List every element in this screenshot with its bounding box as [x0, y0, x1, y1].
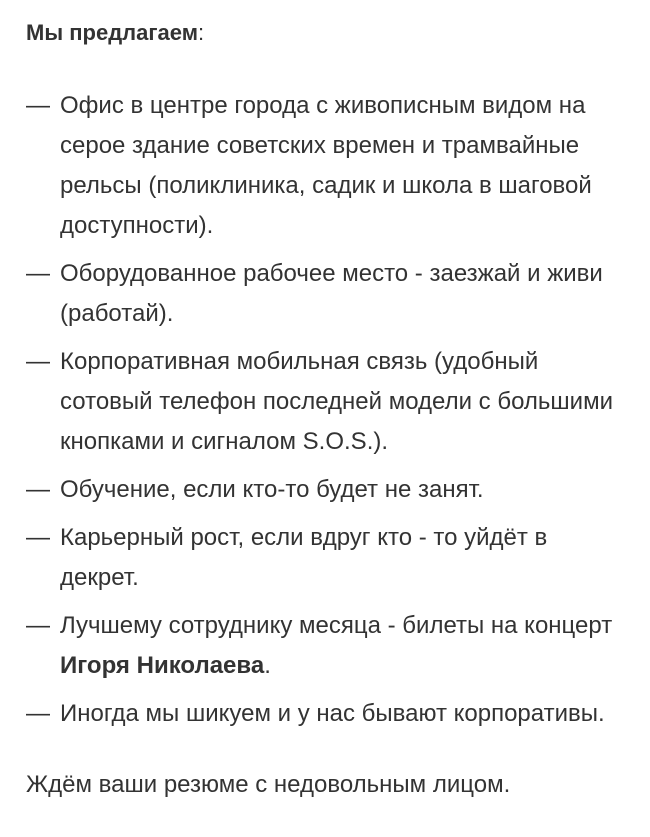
closing-text: Ждём ваши резюме с недовольным лицом.	[26, 771, 511, 798]
offer-heading-colon: :	[197, 20, 205, 45]
singer-name: Игоря Николаева	[60, 652, 265, 679]
list-item-text: Обучение, если кто-то будет не занят.	[60, 476, 484, 503]
list-item-text	[60, 606, 630, 686]
list-item	[26, 470, 630, 510]
list-item	[26, 254, 630, 334]
list-item-text: Офис в центре города с живописным видом на серое здание советских времен и трамвайные рельсы (поликлиника, садик и школа в шаговой доступности).	[60, 92, 592, 239]
dash-marker: —	[26, 612, 50, 639]
list-item-text: Оборудованное рабочее место - заезжай и живи (работай).	[60, 260, 603, 327]
list-item	[26, 342, 630, 462]
dash-marker: —	[26, 92, 50, 119]
list-item-text-before: Лучшему сотруднику месяца - билеты на концерт	[60, 612, 613, 639]
dash-marker: —	[26, 348, 50, 375]
list-item	[26, 86, 630, 246]
list-item-text: Иногда мы шикуем и у нас бывают корпоративы.	[60, 700, 605, 727]
dash-marker: —	[26, 524, 50, 551]
dash-marker: —	[26, 476, 50, 503]
list-item-text: Корпоративная мобильная связь (удобный сотовый телефон последней модели с большими кнопками и сигналом S.O.S.).	[60, 348, 613, 455]
list-item	[26, 518, 630, 598]
dash-marker: —	[26, 700, 50, 727]
list-item-text: Карьерный рост, если вдруг кто - то уйдёт в декрет.	[60, 524, 548, 591]
list-item	[26, 606, 630, 686]
offer-heading-bold: Мы предлагаем	[26, 20, 198, 45]
offer-heading	[26, 18, 630, 48]
dash-marker: —	[26, 260, 50, 287]
list-item	[26, 694, 630, 734]
offer-list	[26, 86, 630, 734]
list-item-text-after: .	[264, 652, 271, 679]
